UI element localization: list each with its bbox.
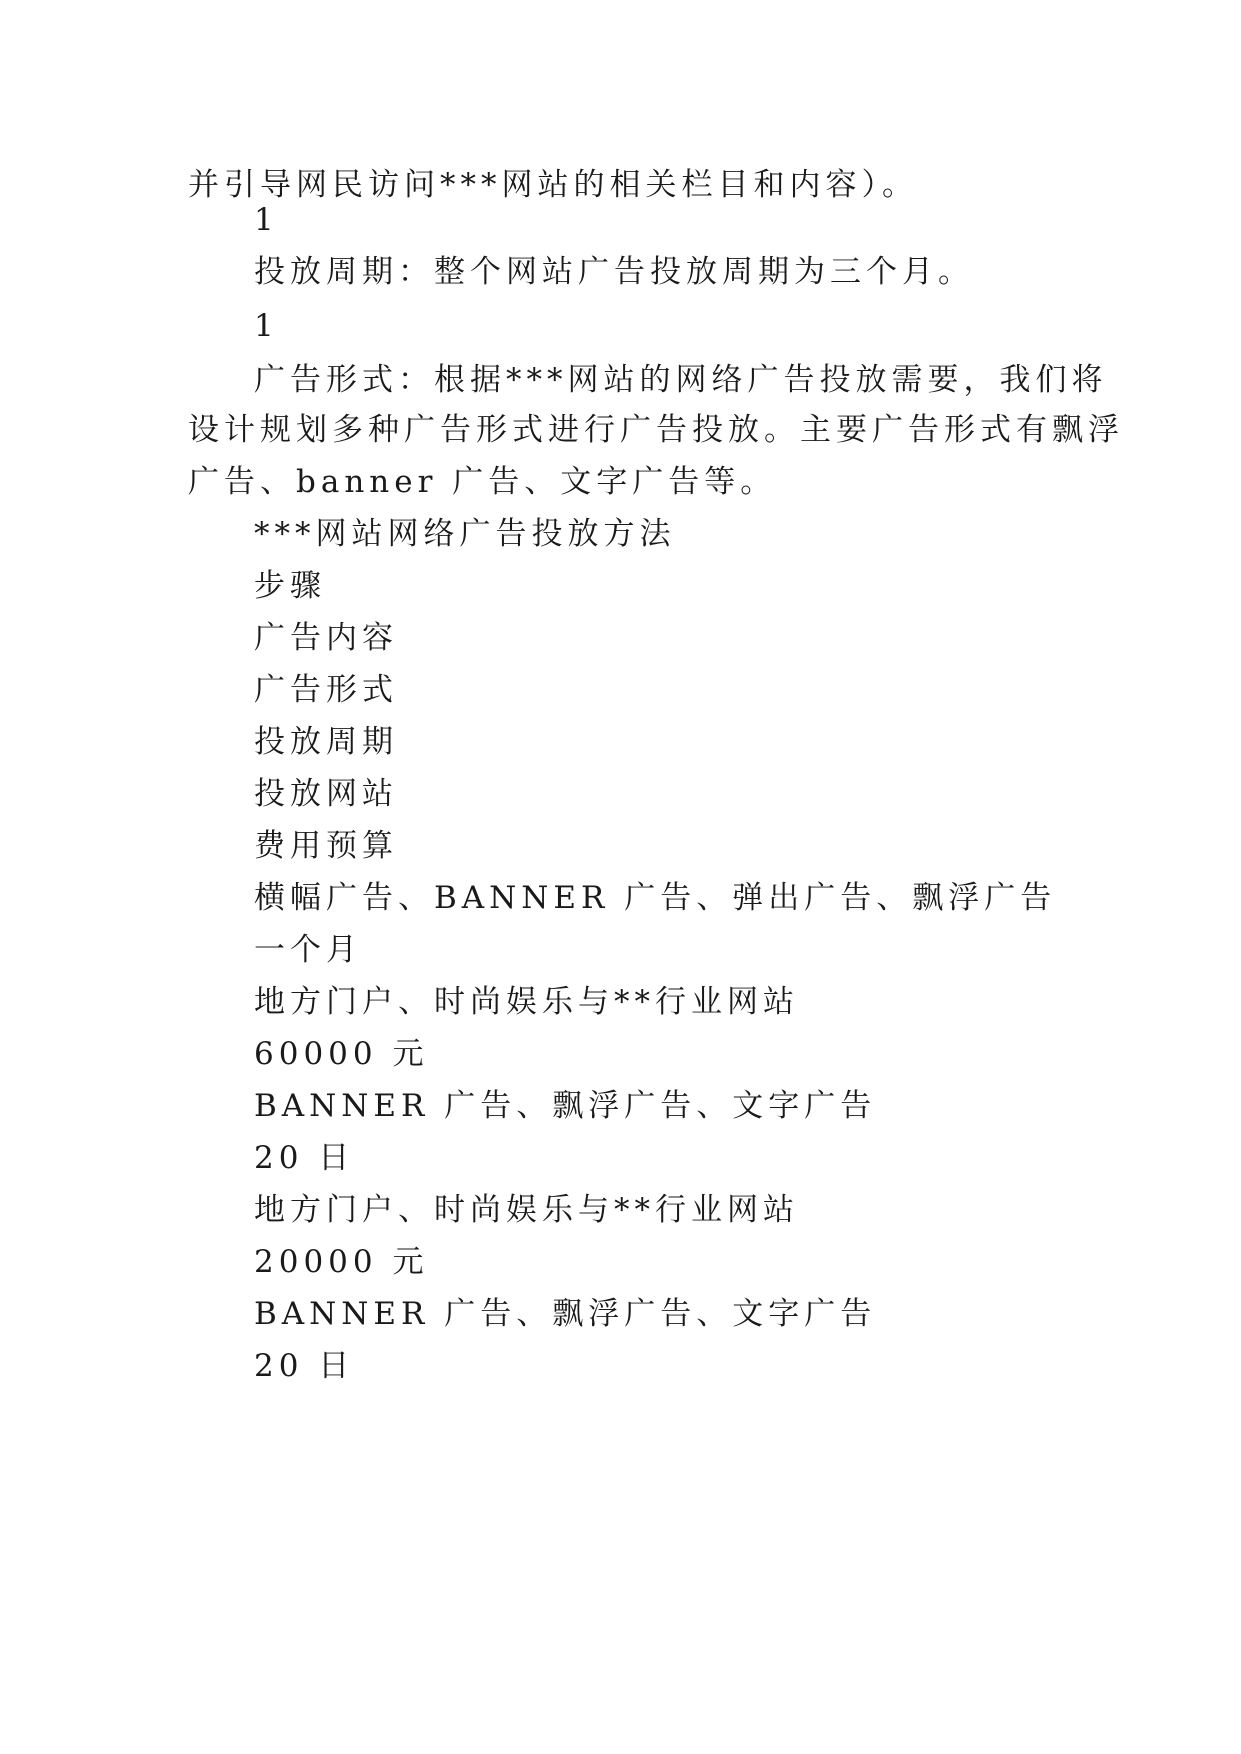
table-header-format: 广告形式 (254, 672, 398, 708)
table-cell: 地方门户、时尚娱乐与**行业网站 (254, 984, 799, 1020)
table-cell: 横幅广告、BANNER 广告、弹出广告、飘浮广告 (254, 880, 1057, 916)
paragraph-ad-format-line-1: 广告形式：根据***网站的网络广告投放需要，我们将 (254, 362, 1108, 398)
table-header-step: 步骤 (254, 568, 326, 604)
table-header-sites: 投放网站 (254, 776, 398, 812)
table-header-budget: 费用预算 (254, 828, 398, 864)
table-cell: BANNER 广告、飘浮广告、文字广告 (254, 1088, 877, 1124)
table-cell: 60000 元 (254, 1036, 429, 1072)
table-cell: 地方门户、时尚娱乐与**行业网站 (254, 1192, 799, 1228)
paragraph-continuation: 并引导网民访问***网站的相关栏目和内容）。 (188, 167, 918, 203)
table-header-period: 投放周期 (254, 724, 398, 760)
table-cell: 20000 元 (254, 1244, 429, 1280)
paragraph-ad-format-line-3: 广告、banner 广告、文字广告等。 (188, 464, 777, 500)
table-cell: BANNER 广告、飘浮广告、文字广告 (254, 1296, 877, 1332)
page-number-marker: 1 (254, 308, 279, 344)
table-cell: 一个月 (254, 932, 362, 968)
table-header-content: 广告内容 (254, 620, 398, 656)
paragraph-ad-format-line-2: 设计规划多种广告形式进行广告投放。主要广告形式有飘浮 (188, 412, 1124, 448)
page-number-marker: 1 (254, 202, 279, 238)
table-cell: 20 日 (254, 1140, 355, 1176)
paragraph-delivery-period: 投放周期：整个网站广告投放周期为三个月。 (254, 254, 974, 290)
table-cell: 20 日 (254, 1348, 355, 1384)
section-heading: ***网站网络广告投放方法 (254, 516, 676, 552)
